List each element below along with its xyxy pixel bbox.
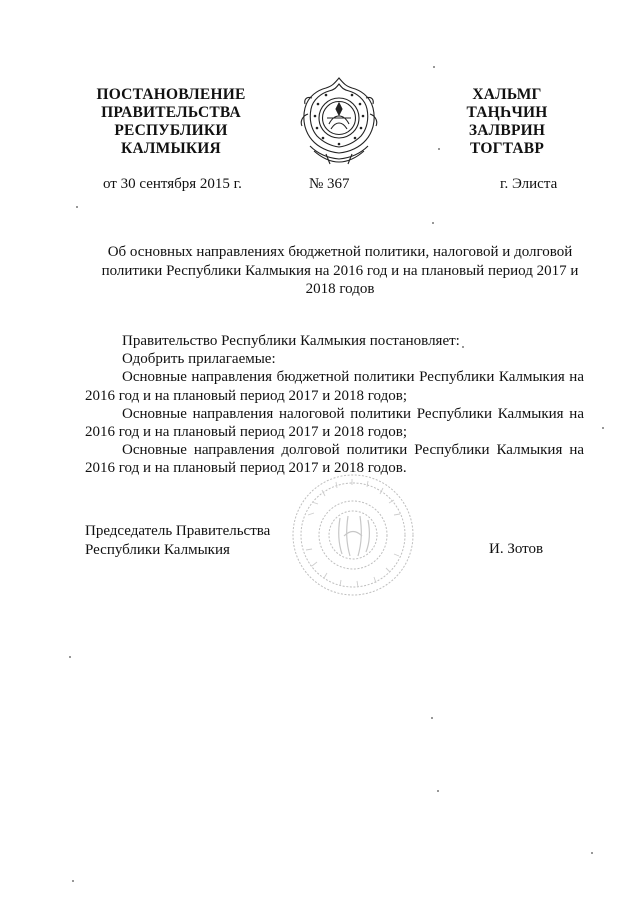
document-number: № 367 <box>309 176 350 192</box>
signatory-position <box>85 522 270 559</box>
title-line: политики Республики Калмыкия на 2016 год и на плановый период 2017 и <box>101 262 579 279</box>
scan-speck <box>432 222 434 224</box>
signatory-name: И. Зотов <box>489 541 544 557</box>
scan-speck <box>72 880 74 882</box>
body-paragraph: Правительство Республики Калмыкия постановляет: <box>122 333 460 349</box>
header-right-org-name <box>442 86 572 158</box>
document-city: г. Элиста <box>500 176 558 192</box>
scan-speck <box>437 790 439 792</box>
signatory-position-line: Председатель Правительства <box>85 523 271 539</box>
scan-speck <box>69 656 71 658</box>
header-right-line: ЗАЛВРИН <box>468 122 546 139</box>
scan-speck <box>76 206 78 208</box>
document-date: от 30 сентября 2015 г. <box>103 176 242 192</box>
title-line: 2018 годов <box>305 281 375 297</box>
body-paragraph: Основные направления бюджетной политики Республики Калмыкия на 2016 год и на плановый период 2017 и 2018 годов; <box>85 369 584 404</box>
scan-speck <box>602 427 604 429</box>
body-paragraph: Основные направления долговой политики Республики Калмыкия на 2016 год и на плановый период 2017 и 2018 годов. <box>85 442 584 477</box>
document-title <box>85 243 595 299</box>
header-left-line: РЕСПУБЛИКИ <box>114 122 228 139</box>
header-right-line: ТАҢҺЧИН <box>466 104 548 121</box>
document-body <box>85 332 584 478</box>
scan-speck <box>433 66 435 68</box>
official-seal-icon <box>288 470 418 600</box>
scan-speck <box>462 346 464 348</box>
state-emblem-icon <box>296 74 382 166</box>
header-left-line: ПРАВИТЕЛЬСТВА <box>101 104 241 121</box>
title-line: Об основных направлениях бюджетной политики, налоговой и долговой <box>107 244 573 260</box>
header-right-line: ТОГТАВР <box>469 140 545 157</box>
scan-speck <box>591 852 593 854</box>
header-right-line: ХАЛЬМГ <box>472 86 542 103</box>
header-left-line: КАЛМЫКИЯ <box>121 140 221 157</box>
signatory-position-line: Республики Калмыкия <box>85 541 230 558</box>
header-left-line: ПОСТАНОВЛЕНИЕ <box>96 86 246 103</box>
body-paragraph: Основные направления налоговой политики Республики Калмыкия на 2016 год и на плановый период 2017 и 2018 годов; <box>85 405 584 441</box>
scan-speck <box>438 148 440 150</box>
body-paragraph: Одобрить прилагаемые: <box>122 351 276 368</box>
header-left-org-name <box>80 86 262 158</box>
scan-speck <box>431 717 433 719</box>
